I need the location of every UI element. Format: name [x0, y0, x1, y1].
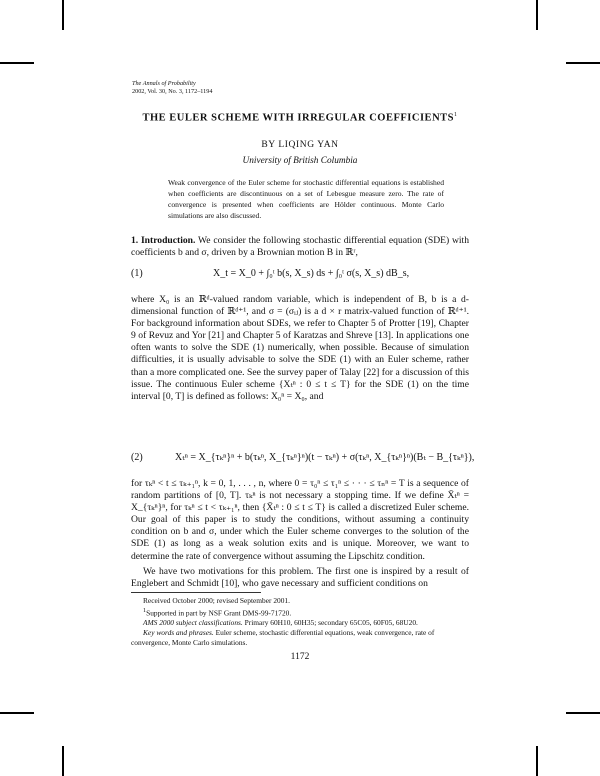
crop-mark: [62, 0, 64, 30]
section-heading: 1. Introduction.: [131, 235, 196, 246]
crop-mark: [62, 746, 64, 776]
paragraph-text: for τₖⁿ < t ≤ τₖ₊₁ⁿ, k = 0, 1, . . . , n, where 0 = τ₀ⁿ ≤ τ₁ⁿ ≤ · · · ≤ τₙⁿ = T is a sequence of random partitions of [0, T]. τₖⁿ is not necessary a stopping time. If we define X̄ₜⁿ = X_{τₖⁿ}ⁿ, for τₖⁿ ≤ t < τₖ₊₁ⁿ, then {X̄ₜⁿ : 0 ≤ t ≤ T} is called a discretized Euler scheme. Our goal of this paper is to study the conditions, without assuming a continuity condition on b and σ, under which the Euler scheme converges to the solution of the SDE (1) as long as a weak solution exits and is unique. Moreover, we want to determine the rate of convergence without assuming the Lipschitz condition.: [131, 478, 469, 562]
title-footnote-mark: 1: [454, 112, 458, 118]
body-paragraph: [131, 294, 469, 403]
body-paragraph: [131, 478, 469, 563]
footnote-kw-text: Euler scheme, stochastic differential equations, weak convergence, rate of convergence, Monte Carlo simulations.: [131, 628, 435, 648]
crop-mark: [536, 746, 538, 776]
journal-issue: 2002, Vol. 30, No. 3, 1172–1194: [132, 88, 213, 95]
intro-paragraph: [131, 235, 469, 259]
footnote-received: Received October 2000; revised September 2001.: [143, 596, 290, 605]
footnote-support-text: Supported in part by NSF Grant DMS-99-71720.: [146, 608, 292, 618]
intro-lead: We consider the following stochastic differential equation (SDE) with coefficients b and σ, driven by a Brownian motion B in ℝʳ,: [131, 235, 470, 259]
footnote-ams-text: Primary 60H10, 60H35; secondary 65C05, 60F05, 68U20.: [244, 618, 418, 628]
journal-name: The Annals of Probability: [132, 80, 196, 87]
footnote-kw-label: Key words and phrases.: [143, 628, 214, 638]
equation-1: [131, 268, 469, 290]
paper-title: [0, 112, 600, 124]
crop-mark: [536, 0, 538, 30]
crop-mark: [566, 712, 600, 714]
equation-expression: X_t = X_0 + ∫₀ᵗ b(s, X_s) ds + ∫₀ᵗ σ(s, X_s) dB_s,: [213, 268, 410, 279]
author: BY LIQING YAN: [261, 140, 339, 150]
equation-expression: Xₜⁿ = X_{τₖⁿ}ⁿ + b(τₖⁿ, X_{τₖⁿ}ⁿ)(t − τₖⁿ) + σ(τₖⁿ, X_{τₖⁿ}ⁿ)(Bₜ − B_{τₖⁿ}),: [175, 452, 475, 463]
page-number: 1172: [290, 652, 310, 662]
paragraph-text: where X₀ is an ℝᵈ-valued random variable, which is independent of B, b is a d-dimensional function of ℝᵈ⁺¹, and σ = (σᵢⱼ) is a d × r matrix-valued function of ℝᵈ⁺¹. For background information about SDEs, we refer to Chapter 5 of Protter [19], Chapter 9 of Revuz and Yor [21] and Chapter 5 of Karatzas and Shreve [13]. In applications one often wants to solve the SDE (1) numerically, when possible. Because of simulation difficulties, it is usually advisable to solve the SDE (1) with an Euler scheme, rather than a more complicated one. See the survey paper of Talay [22] for a discussion of this issue. The continuous Euler scheme {Xₜⁿ : 0 ≤ t ≤ T} for the SDE (1) on the time interval [0, T] is defined as follows: X₀ⁿ = X₀, and: [131, 294, 469, 402]
footnote-ams: [131, 618, 469, 628]
affiliation: University of British Columbia: [242, 156, 358, 166]
footnote-rule: [131, 592, 261, 593]
footnote-keywords: [131, 628, 469, 648]
body-paragraph: We have two motivations for this problem. The first one is inspired by a result of Englebert and Schmidt [10], who gave necessary and sufficient conditions on: [131, 566, 469, 590]
footnotes: [131, 596, 469, 648]
footnote-support: [131, 606, 469, 618]
footnote-mark: 1: [143, 608, 147, 614]
crop-mark: [0, 62, 34, 64]
equation-2: [131, 452, 475, 472]
paper-title-text: THE EULER SCHEME WITH IRREGULAR COEFFICIENTS: [142, 112, 454, 124]
abstract: Weak convergence of the Euler scheme for stochastic differential equations is established when coefficients are discontinuous on a set of Lebesgue measure zero. The rate of convergence is presented when coefficients are Hölder continuous. Monte Carlo simulations are also discussed.: [168, 178, 444, 220]
equation-number: (1): [131, 268, 143, 279]
crop-mark: [0, 712, 34, 714]
equation-number: (2): [131, 452, 143, 463]
journal-header: [132, 80, 212, 96]
crop-mark: [566, 62, 600, 64]
footnote-ams-label: AMS 2000 subject classifications.: [143, 618, 243, 628]
